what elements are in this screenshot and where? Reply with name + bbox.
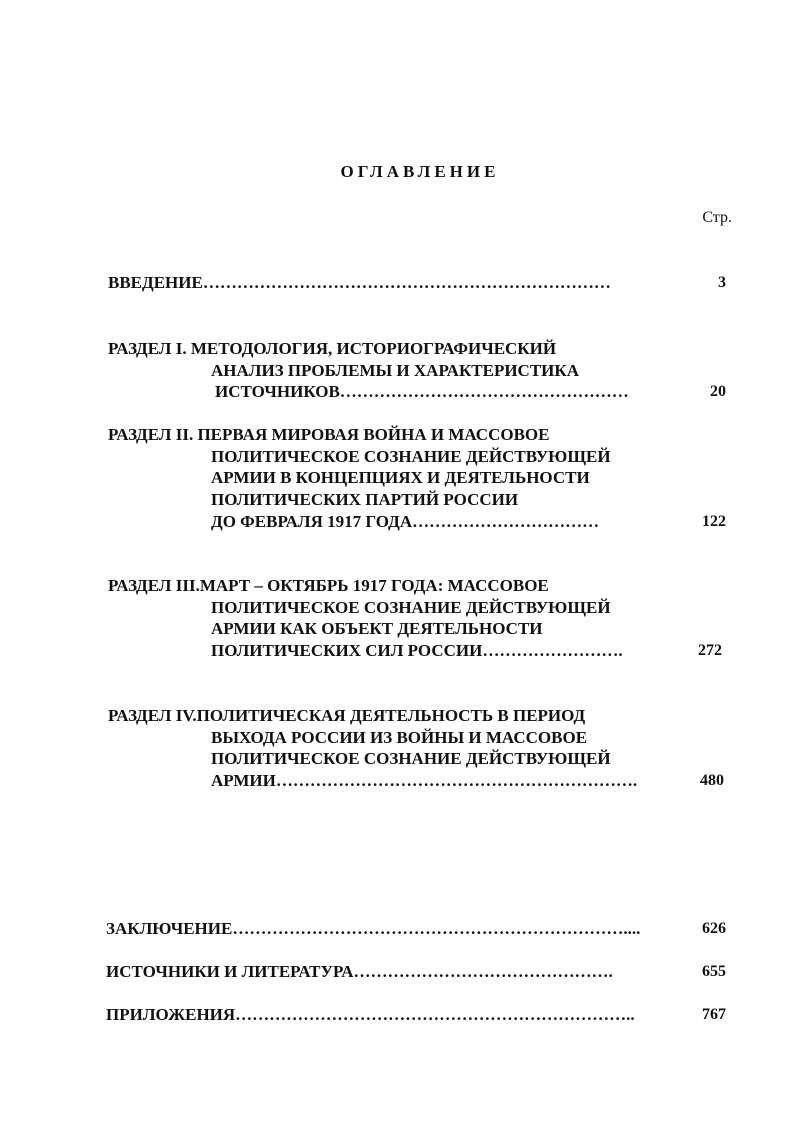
toc-entry-conclusion: ЗАКЛЮЧЕНИЕ…………………………………………………………….... [106,919,641,938]
toc-entry-section-1-line-3: ИСТОЧНИКОВ…………………………………………… [215,382,629,401]
toc-entry-section-2-line-5: ДО ФЕВРАЛЯ 1917 ГОДА…………………………… [211,512,600,531]
toc-entry-section-3-line-1: РАЗДЕЛ III.МАРТ – ОКТЯБРЬ 1917 ГОДА: МАССОВОЕ [108,576,549,595]
toc-entry-section-2-line-3: АРМИИ В КОНЦЕПЦИЯХ И ДЕЯТЕЛЬНОСТИ [211,468,590,487]
toc-page-section-4: 480 [700,772,724,789]
toc-entry-section-4-line-4: АРМИИ………………………………………………………. [211,771,638,790]
toc-entry-section-3-line-2: ПОЛИТИЧЕСКОЕ СОЗНАНИЕ ДЕЙСТВУЮЩЕЙ [211,598,611,617]
toc-entry-introduction: ВВЕДЕНИЕ……………………………………………………………… [108,273,611,292]
toc-entry-appendices: ПРИЛОЖЕНИЯ…………………………………………………………….. [106,1005,635,1024]
toc-page-introduction: 3 [718,274,726,291]
toc-page-section-2: 122 [702,513,726,530]
toc-entry-section-4-line-2: ВЫХОДА РОССИИ ИЗ ВОЙНЫ И МАССОВОЕ [211,728,588,747]
toc-title: ОГЛАВЛЕНИЕ [340,162,500,181]
toc-entry-section-2-line-2: ПОЛИТИЧЕСКОЕ СОЗНАНИЕ ДЕЙСТВУЮЩЕЙ [211,447,611,466]
toc-entry-section-4-line-3: ПОЛИТИЧЕСКОЕ СОЗНАНИЕ ДЕЙСТВУЮЩЕЙ [211,749,611,768]
toc-page-section-1: 20 [710,383,726,400]
toc-entry-section-2-line-1: РАЗДЕЛ II. ПЕРВАЯ МИРОВАЯ ВОЙНА И МАССОВОЕ [108,425,550,444]
toc-entry-sources: ИСТОЧНИКИ И ЛИТЕРАТУРА………………………………………. [106,962,613,981]
toc-entry-section-1-line-1: РАЗДЕЛ I. МЕТОДОЛОГИЯ, ИСТОРИОГРАФИЧЕСКИЙ [108,339,557,358]
toc-page-appendices: 767 [702,1006,726,1023]
toc-entry-section-3-line-4: ПОЛИТИЧЕСКИХ СИЛ РОССИИ……………………. [211,641,623,660]
toc-page-sources: 655 [702,963,726,980]
toc-page-section-3: 272 [698,642,722,659]
toc-entry-section-2-line-4: ПОЛИТИЧЕСКИХ ПАРТИЙ РОССИИ [211,490,519,509]
page-column-label: Стр. [702,209,732,226]
toc-entry-section-1-line-2: АНАЛИЗ ПРОБЛЕМЫ И ХАРАКТЕРИСТИКА [211,361,579,380]
toc-entry-section-4-line-1: РАЗДЕЛ IV.ПОЛИТИЧЕСКАЯ ДЕЯТЕЛЬНОСТЬ В ПЕРИОД [108,706,586,725]
toc-page-conclusion: 626 [702,920,726,937]
toc-entry-section-3-line-3: АРМИИ КАК ОБЪЕКТ ДЕЯТЕЛЬНОСТИ [211,619,543,638]
